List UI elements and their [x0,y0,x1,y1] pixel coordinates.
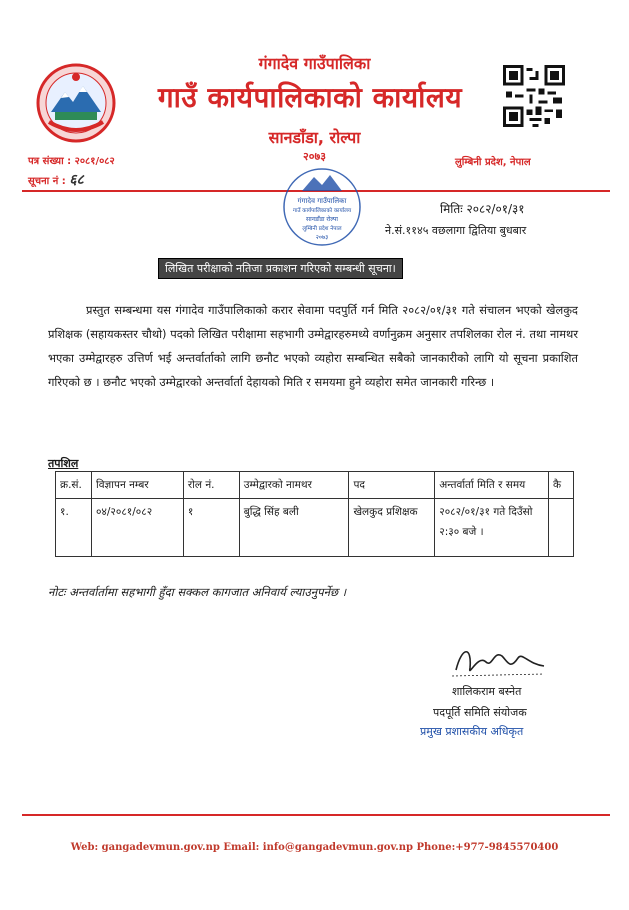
stamp-text-4: लुम्बिनी प्रदेश नेपाल [302,226,342,232]
office-address: सानडाँडा, रोल्पा [268,128,361,147]
candidate-table [55,471,574,557]
body-text: प्रस्तुत सम्बन्धमा यस गंगादेव गाउँपालिकाको करार सेवामा पदपुर्ति गर्न मिति २०८२/०१/३१ गते संचालन भएको खेलकुद प्रशिक्षक (सहायकस्तर चौथो) पदको लिखित परीक्षामा सहभागी उम्मेद्वारहरुमध्ये वर्णानुक्रम अनुसार तपशिलका रोल नं. तथा नामथर भएका उम्मेद्वारहरु उत्तिर्ण भई अन्तर्वार्ताको लागि छनौट भएको व्यहोरा सम्बन्धित सबैको जानकारीको लागि यो सूचना प्रकाशित गरिएको छ । छनौट भएको उम्मेद्वारको अन्तर्वार्ता देहायको मिति र समयमा हुने व्यहोरा समेत जानकारी गरिन्छ । [48,303,578,389]
established-year: २०७३ [303,150,326,163]
province: लुम्बिनी प्रदेश, नेपाल [455,157,531,168]
office-title: गाउँ कार्यपालिकाको कार्यालय [157,81,463,114]
cell-post: खेलकुद प्रशिक्षक [349,499,435,557]
official-stamp [280,165,364,249]
notice-number: ६८ [69,172,84,188]
col-roll-no: रोल नं. [183,472,239,499]
date: मितिः २०८२/०१/३१ [440,202,525,216]
col-remarks: कै [549,472,574,499]
table-title: तपशिल [48,457,79,470]
signatory-role: पदपूर्ति समिति संयोजक [433,706,527,719]
notice-label: सूचना नं : [28,176,66,187]
cell-advertisement-no: ०४/२०८१/०८२ [91,499,183,557]
cell-serial: १. [56,499,92,557]
col-serial: क्र.सं. [56,472,92,499]
signatory-office: प्रमुख प्रशासकीय अधिकृत [420,725,524,738]
footer-divider [22,814,610,816]
qr-code-icon [503,65,565,127]
municipality-name: गंगादेव गाउँपालिका [258,54,371,73]
signatory-name: शालिकराम बस्नेत [452,685,522,698]
col-advertisement-no: विज्ञापन नम्बर [91,472,183,499]
table-header-row [56,472,574,499]
stamp-text-3: सानडाँडा रोल्पा [306,216,338,223]
cell-interview-datetime: २०८२/०१/३१ गते दिउँसो २:३० बजे । [435,499,549,557]
subject-line: लिखित परीक्षाको नतिजा प्रकाशन गरिएको सम्बन्धी सूचना। [158,258,403,279]
cell-candidate-name: बुद्धि सिंह बली [239,499,349,557]
ref-value: २०८१/०८२ [74,156,115,167]
stamp-text-5: २०७३ [315,234,329,241]
stamp-text-2: गाउँ कार्यपालिकाको कार्यालय [292,208,352,214]
nepal-sambat-date: ने.सं.११४५ वछलागा द्वितिया बुधबार [385,224,527,237]
ref-label: पत्र संख्या : [28,156,72,167]
cell-roll-no: १ [183,499,239,557]
col-interview-datetime: अन्तर्वार्ता मिति र समय [435,472,549,499]
table-row [56,499,574,557]
stamp-text-1: गंगादेव गाउँपालिका [297,197,347,205]
body-paragraph [48,298,578,394]
signature [448,640,548,684]
note: नोटः अन्तर्वार्तामा सहभागी हुँदा सक्कल कागजात अनिवार्य ल्याउनुपर्नेछ । [48,585,347,599]
col-candidate-name: उम्मेद्वारको नामथर [239,472,349,499]
cell-remarks [549,499,574,557]
footer-contact: Web: gangadevmun.gov.np Email: info@gangadevmun.gov.np Phone:+977-9845570400 [70,842,559,853]
col-post: पद [349,472,435,499]
